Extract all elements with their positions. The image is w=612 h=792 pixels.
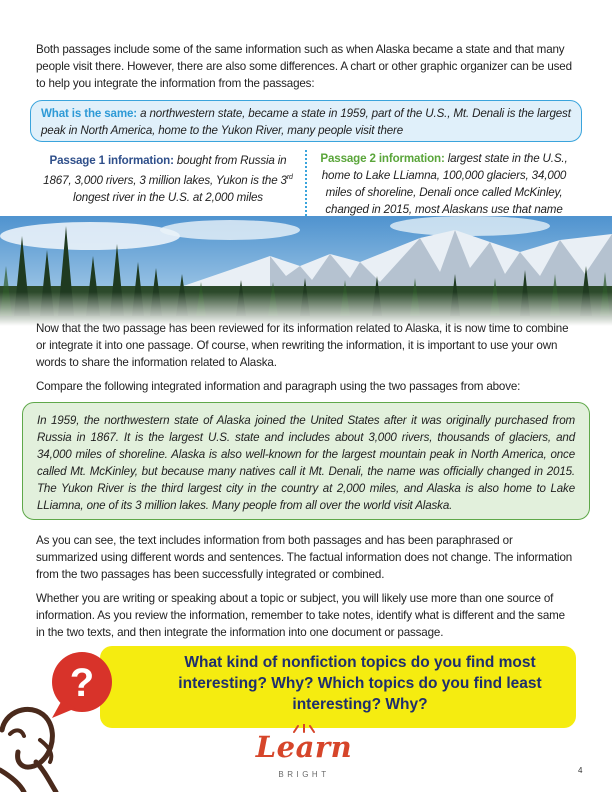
integrated-paragraph-box [22,402,590,520]
passage1-label: Passage 1 information: [49,154,174,167]
integrated-text: In 1959, the northwestern state of Alaska joined the United States after it was originally purchased from Russia in 1867. It is the largest U.S. state and includes about 3,000 rivers, thousands of glaciers, and 34,000 miles of shoreline. Alaska is also well-known for the largest mountain peak in North America, once called Mt. McKinley, but because many natives call it Mt. Denali, the name was officially changed in 2015. The Yukon River is the third largest city in the country at 2,000 miles, and Alaska is also home to Lake LLiamna, one of its 3 million lakes. Many people from all over the world visit Alaska. [37,414,575,512]
summary-paragraph: As you can see, the text includes information from both passages and has been paraphrased or summarized using different words and sentences. The factual information does not change. The information from the two passages has been successfully integrated or combined. [36,534,573,581]
thinking-person-icon [0,700,100,792]
passage2-label: Passage 2 information: [320,152,445,165]
question-text: What kind of nonfiction topics do you find most interesting? Why? Which topics do you find least interesting? Why? [178,654,542,713]
same-text: a northwestern state, became a state in 1959, part of the U.S., Mt. Denali is the largest peak in North America, home to the Yukon River, many people visit there [41,107,571,137]
passage-divider [305,150,307,216]
learn-bright-logo [254,730,354,788]
logo-subtitle: BRIGHT [278,770,330,779]
same-info-box [30,100,582,142]
passage1-info [36,152,300,206]
logo-word: Learn [255,730,353,764]
same-label: What is the same: [41,107,138,120]
passage2-info [313,150,575,218]
passage1-sup: rd [286,174,293,181]
closing-paragraph: Whether you are writing or speaking about a topic or subject, you will likely use more than one source of information. As you review the information, remember to take notes, identify what is different and the same in the two texts, and then integrate the information into one document or passage. [36,592,565,639]
compare-paragraph: Compare the following integrated information and paragraph using the two passages from above: [36,380,521,393]
alaska-landscape-image [0,216,612,326]
passage2-text: largest state in the U.S., home to Lake LLiamna, 100,000 glaciers, 34,000 miles of shoreline, Denali once called McKinley, changed in 2015, most Alaskans use that name [321,152,568,216]
intro-paragraph: Both passages include some of the same information such as when Alaska became a state and that many people visit there. However, there are also some differences. A chart or other graphic organizer can be used to help you integrate the information from the passages: [36,43,572,90]
page-number: 4 [578,766,583,775]
question-mark-glyph: ? [69,661,95,705]
review-paragraph: Now that the two passage has been reviewed for its information related to Alaska, it is now time to combine or integrate it into one passage. Of course, when rewriting the information, it is important to use your own words to share the information related to Alaska. [36,322,569,369]
passage1-text-b: longest river in the U.S. at 2,000 miles [73,190,263,204]
passage1-text-a: bought from Russia in 1867, 3,000 rivers, 3 million lakes, Yukon is the 3 [43,154,287,187]
